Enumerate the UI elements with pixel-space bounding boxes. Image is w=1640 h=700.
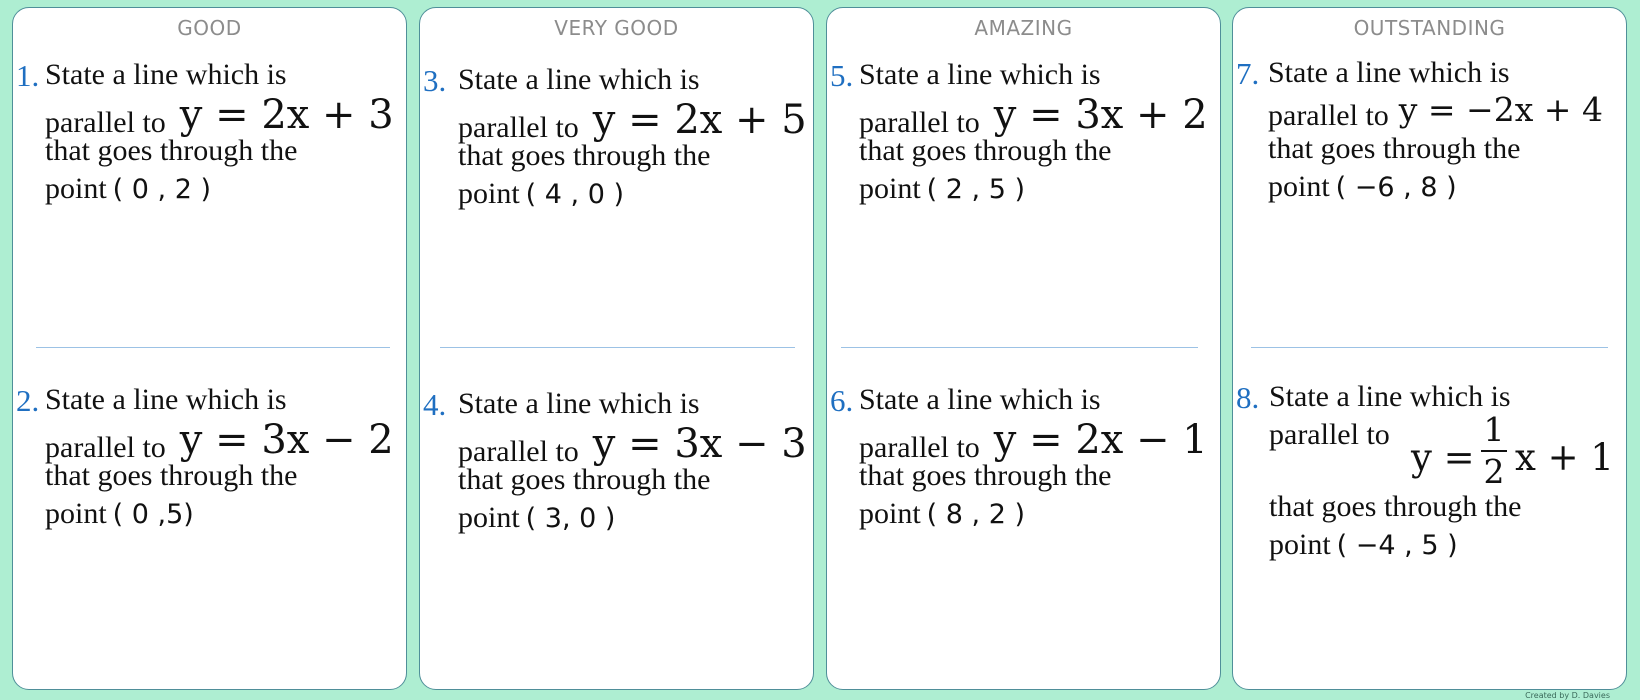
point-coordinates: ( 0 ,5) — [112, 499, 194, 530]
question-text: that goes through the — [45, 134, 298, 167]
point-coordinates: ( 8 , 2 ) — [926, 499, 1026, 530]
point-coordinates: ( −4 , 5 ) — [1336, 530, 1458, 561]
question-text — [1268, 170, 1457, 204]
question-text — [45, 497, 194, 531]
equation: y = 2x + 3 — [179, 92, 394, 138]
card-amazing — [826, 7, 1221, 690]
question-number: 6. — [830, 383, 854, 418]
equation-lhs: y = — [1411, 436, 1475, 479]
card-title: GOOD — [177, 16, 242, 40]
point-coordinates: ( 3, 0 ) — [525, 503, 616, 534]
question-text — [859, 497, 1025, 531]
fraction — [1481, 410, 1507, 492]
credit-text: Created by D. Davies — [1525, 691, 1610, 700]
card-title: OUTSTANDING — [1353, 16, 1506, 40]
parallel-to-label: parallel to — [458, 435, 579, 468]
parallel-to-label: parallel to — [45, 106, 166, 139]
fraction-denominator: 2 — [1483, 452, 1505, 491]
question-text: State a line which is — [859, 58, 1101, 91]
question-text — [1269, 528, 1458, 562]
question-text: parallel to — [1269, 418, 1390, 451]
equation: y = 3x − 2 — [179, 417, 394, 463]
equation: y = 2x + 5 — [592, 97, 807, 143]
point-coordinates: ( −6 , 8 ) — [1335, 172, 1457, 203]
question-text: State a line which is — [1269, 380, 1511, 413]
point-label: point — [45, 172, 107, 205]
point-label: point — [1269, 528, 1331, 561]
point-coordinates: ( 0 , 2 ) — [112, 174, 212, 205]
point-label: point — [458, 501, 520, 534]
question-text — [458, 177, 624, 211]
question-number: 2. — [16, 383, 40, 418]
parallel-to-label: parallel to — [1268, 99, 1389, 132]
question-number: 5. — [830, 58, 854, 93]
question-text: State a line which is — [45, 383, 287, 416]
question-text — [45, 172, 211, 206]
card-good — [12, 7, 407, 690]
divider — [36, 347, 390, 348]
equation: y = 3x + 2 — [993, 92, 1208, 138]
question-text: State a line which is — [458, 63, 700, 96]
question-text: that goes through the — [458, 139, 711, 172]
fraction-numerator: 1 — [1483, 410, 1505, 449]
question-number: 1. — [16, 58, 40, 93]
question-text: State a line which is — [859, 383, 1101, 416]
equation: y = 3x − 3 — [592, 421, 807, 467]
question-number: 4. — [423, 387, 447, 422]
question-text — [1268, 90, 1603, 133]
question-text: State a line which is — [1268, 56, 1510, 89]
question-text: State a line which is — [458, 387, 700, 420]
divider — [1251, 347, 1608, 348]
parallel-to-label: parallel to — [859, 106, 980, 139]
parallel-to-label: parallel to — [859, 431, 980, 464]
card-title: AMAZING — [974, 16, 1073, 40]
parallel-to-label: parallel to — [45, 431, 166, 464]
question-number: 8. — [1236, 380, 1260, 415]
equation-rhs: x + 1 — [1515, 436, 1614, 479]
question-text: that goes through the — [1268, 132, 1521, 165]
divider — [841, 347, 1198, 348]
question-text: that goes through the — [1269, 490, 1522, 523]
card-title: VERY GOOD — [554, 16, 679, 40]
equation: y = −2x + 4 — [1398, 90, 1603, 129]
point-label: point — [45, 497, 107, 530]
question-text: that goes through the — [45, 459, 298, 492]
question-text: State a line which is — [45, 58, 287, 91]
question-text: that goes through the — [859, 134, 1112, 167]
question-number: 3. — [423, 63, 447, 98]
parallel-to-label: parallel to — [458, 111, 579, 144]
point-coordinates: ( 4 , 0 ) — [525, 179, 625, 210]
question-text — [458, 501, 615, 535]
question-number: 7. — [1236, 56, 1260, 91]
question-text — [859, 172, 1025, 206]
card-very-good — [419, 7, 814, 690]
point-label: point — [859, 497, 921, 530]
point-label: point — [1268, 170, 1330, 203]
equation: y = 2x − 1 — [993, 417, 1208, 463]
point-label: point — [859, 172, 921, 205]
question-text: that goes through the — [859, 459, 1112, 492]
card-outstanding — [1232, 7, 1627, 690]
divider — [440, 347, 795, 348]
point-coordinates: ( 2 , 5 ) — [926, 174, 1026, 205]
point-label: point — [458, 177, 520, 210]
question-text: that goes through the — [458, 463, 711, 496]
